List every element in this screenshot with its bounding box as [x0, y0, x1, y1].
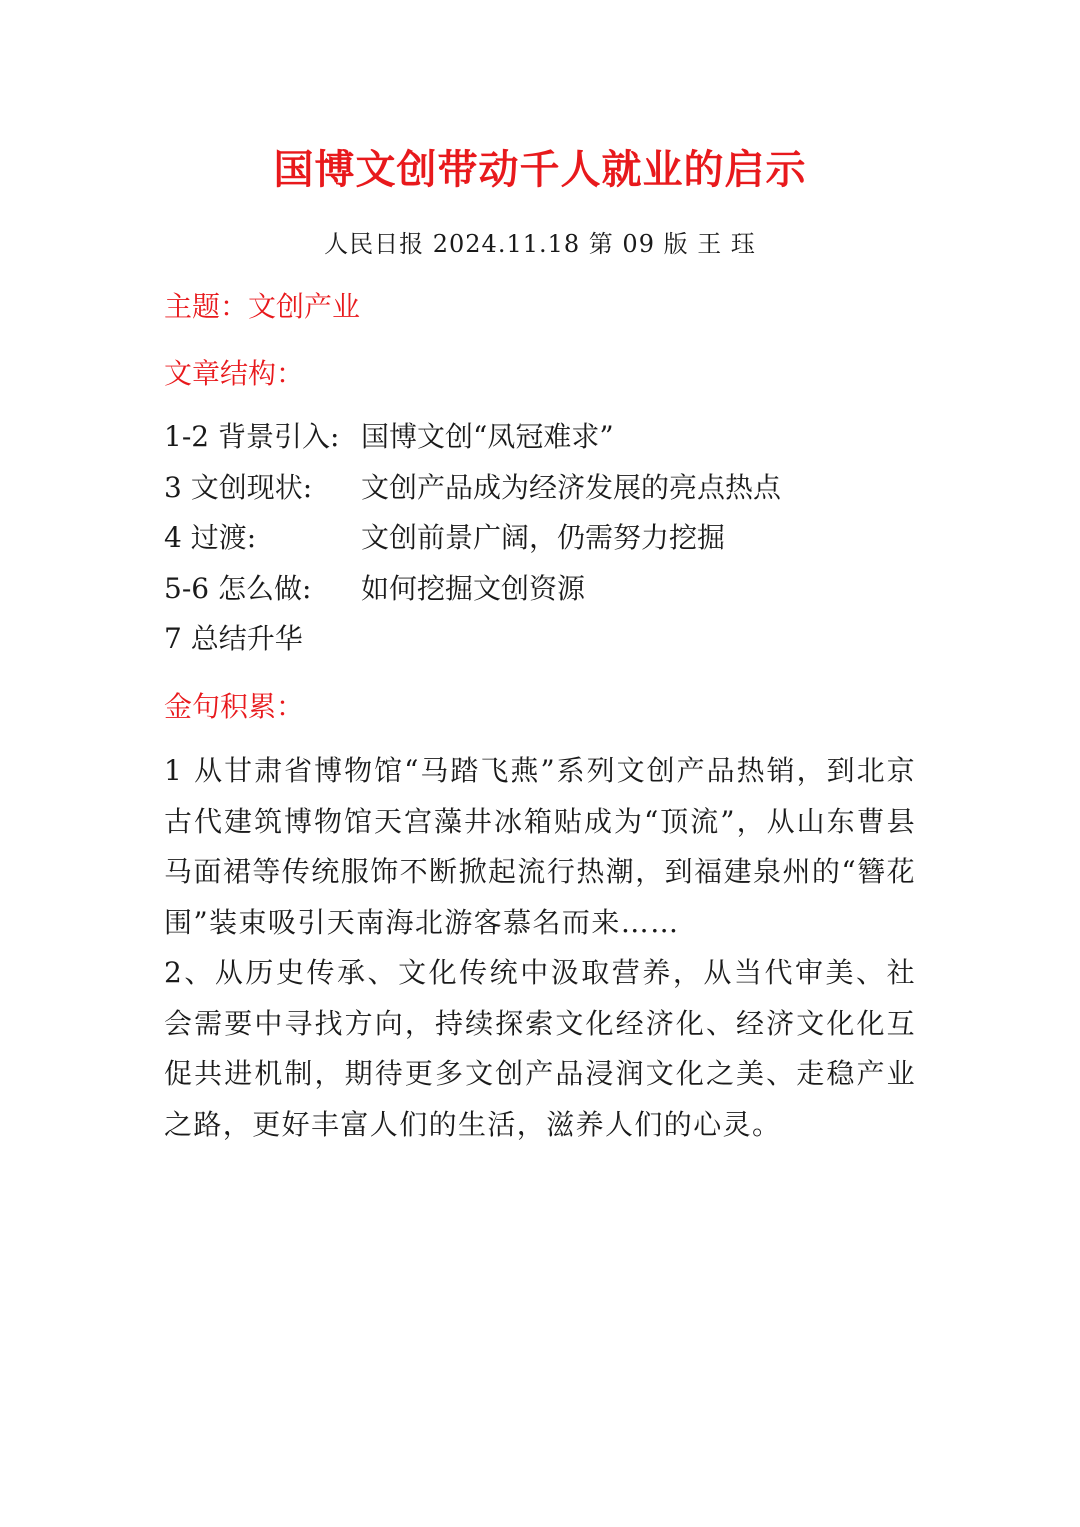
structure-item-label: 3 文创现状:	[164, 470, 313, 504]
structure-item-desc: 文创前景广阔，仍需努力挖掘	[361, 521, 726, 554]
structure-item	[164, 564, 944, 615]
structure-list	[164, 412, 944, 665]
theme-heading: 主题：文创产业	[164, 290, 361, 323]
structure-item-desc: 如何挖掘文创资源	[361, 571, 586, 605]
structure-item-label: 5-6 怎么做:	[164, 571, 312, 605]
article-title: 国博文创带动千人就业的启示	[273, 146, 807, 193]
quotes-section	[164, 746, 916, 1150]
quote-paragraph-2: 2、从历史传承、文化传统中汲取营养，从当代审美、社会需要中寻找方向，持续探索文化经济化、经济文化化互促共进机制，期待更多文创产品浸润文化之美、走稳产业之路，更好丰富人们的生活，滋养人们的心灵。	[164, 956, 916, 1141]
quotes-heading: 金句积累：	[164, 690, 305, 723]
structure-item	[164, 513, 944, 564]
structure-item	[164, 412, 944, 463]
structure-item-label: 1-2 背景引入:	[164, 420, 340, 453]
structure-item-desc: 文创产品成为经济发展的亮点热点	[361, 470, 782, 504]
structure-item-label: 4 过渡:	[164, 521, 257, 554]
quote-paragraph-1: 1 从甘肃省博物馆“马踏飞燕”系列文创产品热销，到北京古代建筑博物馆天宫藻井冰箱贴成为“顶流”，从山东曹县马面裙等传统服饰不断掀起流行热潮，到福建泉州的“簪花围”装束吸引天南海北游客慕名而来……	[164, 754, 916, 939]
structure-item	[164, 614, 944, 665]
structure-item-label: 7 总结升华	[164, 622, 303, 655]
structure-heading: 文章结构：	[164, 357, 305, 390]
structure-item	[164, 463, 944, 514]
article-byline: 人民日报 2024.11.18 第 09 版 王 珏	[324, 230, 756, 258]
structure-item-desc: 国博文创“凤冠难求”	[361, 420, 614, 453]
